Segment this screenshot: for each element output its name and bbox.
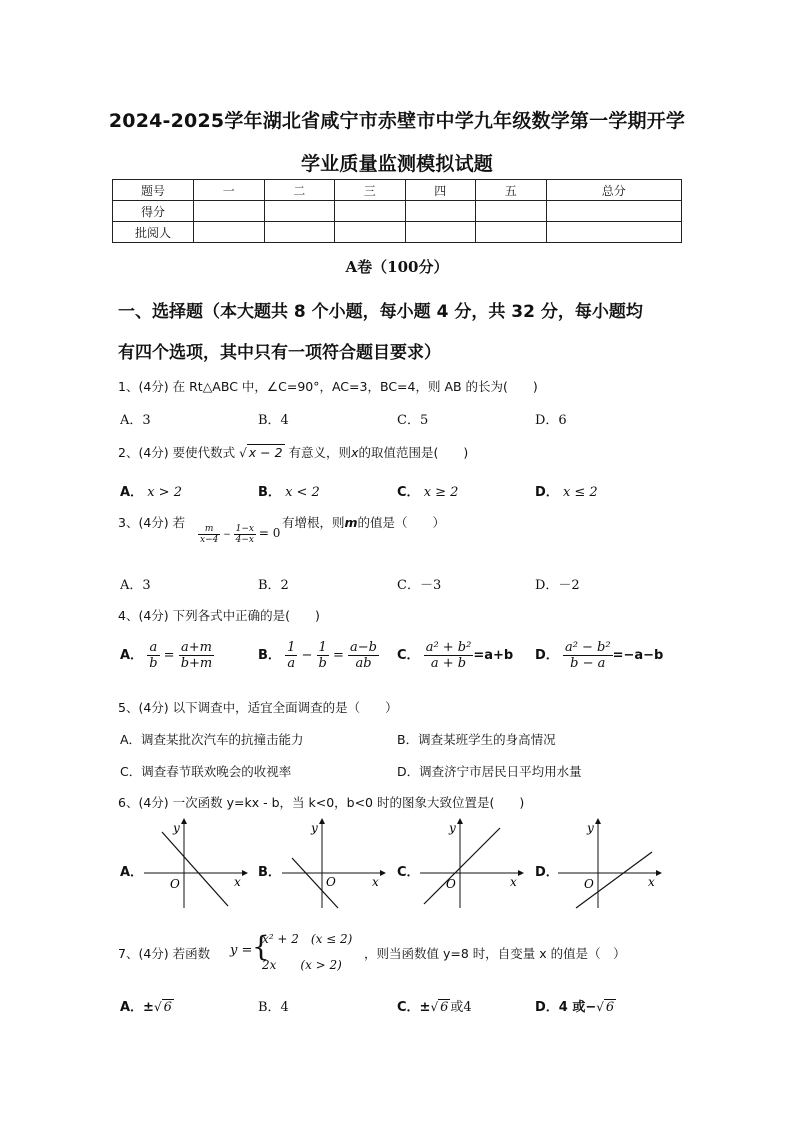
question-3-stem-post: 有增根，则m的值是（ ） bbox=[282, 515, 446, 530]
q7-brace: { bbox=[252, 930, 270, 963]
q2-stem-end: 的取值范围是( ) bbox=[358, 445, 469, 460]
q2-option-d: D． x ≤ 2 bbox=[535, 485, 598, 500]
score-row-label: 得分 bbox=[113, 201, 194, 222]
question-3-stem-pre: 3、(4分) 若 bbox=[118, 515, 186, 530]
svg-text:y: y bbox=[173, 821, 180, 835]
q1-option-b: B．4 bbox=[258, 413, 289, 428]
q7-option-a: A．±√ 6 bbox=[120, 1000, 172, 1015]
q3-option-b: B．2 bbox=[258, 578, 289, 593]
score-cell bbox=[264, 222, 335, 243]
q5-option-c: C．调查春节联欢晚会的收视率 bbox=[120, 764, 292, 779]
svg-text:y: y bbox=[311, 821, 318, 835]
title-line-1: 2024-2025学年湖北省咸宁市赤壁市中学九年级数学第一学期开学 bbox=[108, 110, 686, 132]
score-row-label: 批阅人 bbox=[113, 222, 194, 243]
q5-option-a: A．调查某批次汽车的抗撞击能力 bbox=[120, 732, 304, 747]
svg-text:O: O bbox=[170, 877, 180, 891]
q1-option-c: C．5 bbox=[397, 413, 429, 428]
q7-y: y = bbox=[230, 943, 253, 958]
q5-option-d: D．调查济宁市居民日平均用水量 bbox=[397, 764, 582, 779]
svg-text:O: O bbox=[584, 877, 594, 891]
score-cell bbox=[546, 222, 682, 243]
q3-option-c: C．－3 bbox=[397, 578, 442, 593]
score-cell: 总分 bbox=[546, 180, 682, 201]
svg-text:y: y bbox=[449, 821, 456, 835]
title-line-2: 学业质量监测模拟试题 bbox=[300, 153, 493, 175]
q6-graph-b bbox=[278, 818, 388, 910]
q3-equation: $\frac{m}{x-4}$ − $\frac{1-x}{4-x}$ = 0 bbox=[200, 524, 281, 545]
score-cell: 二 bbox=[264, 180, 335, 201]
q7-option-b: B．4 bbox=[258, 1000, 289, 1015]
q2-option-c: C． x ≥ 2 bbox=[397, 485, 459, 500]
q3-option-a: A．3 bbox=[120, 578, 151, 593]
q1-option-d: D．6 bbox=[535, 413, 567, 428]
score-table-row bbox=[113, 222, 682, 243]
q6-label-d: D． bbox=[535, 865, 559, 880]
svg-text:x: x bbox=[372, 875, 379, 889]
svg-text:x: x bbox=[510, 875, 517, 889]
q4-option-a: A． $\frac{a}{b}$ = $\frac{a+m}{b+m}$ bbox=[120, 640, 213, 671]
score-cell bbox=[405, 201, 476, 222]
question-7-stem-post: ，则当函数值 y=8 时，自变量 x 的值是（ ） bbox=[364, 946, 626, 961]
q2-var: x bbox=[351, 445, 359, 460]
question-6-stem: 6、(4分) 一次函数 y=kx - b，当 k<0，b<0 时的图象大致位置是( ) bbox=[118, 795, 525, 810]
score-cell: 一 bbox=[194, 180, 265, 201]
q6-label-c: C． bbox=[397, 865, 420, 880]
svg-text:O: O bbox=[446, 877, 456, 891]
q4-option-c: C． $\frac{\text{a² + b²}}{a + b}$ =a+b bbox=[397, 640, 514, 671]
q6-graph-d bbox=[554, 818, 664, 910]
q2-stem-post: 有意义，则 bbox=[288, 445, 352, 460]
score-cell bbox=[194, 201, 265, 222]
score-table bbox=[112, 179, 682, 243]
score-cell bbox=[335, 201, 406, 222]
q4-option-b: B． $\frac{1}{a}$ − $\frac{1}{b}$ = $\frac{a-b}{ab}$ bbox=[258, 640, 377, 671]
q3-option-d: D．－2 bbox=[535, 578, 580, 593]
question-4-stem: 4、(4分) 下列各式中正确的是( ) bbox=[118, 608, 320, 623]
q2-stem-pre: 2、(4分) 要使代数式 bbox=[118, 445, 236, 460]
score-cell: 四 bbox=[405, 180, 476, 201]
score-cell: 题号 bbox=[113, 180, 194, 201]
score-cell: 三 bbox=[335, 180, 406, 201]
svg-text:x: x bbox=[234, 875, 241, 889]
question-5-stem: 5、(4分) 以下调查中，适宜全面调查的是（ ） bbox=[118, 700, 398, 715]
score-cell bbox=[194, 222, 265, 243]
score-cell bbox=[546, 201, 682, 222]
q6-label-b: B． bbox=[258, 865, 281, 880]
score-cell: 五 bbox=[476, 180, 547, 201]
section-heading-line-1: 一、选择题（本大题共 8 个小题，每小题 4 分，共 32 分，每小题均 bbox=[118, 302, 643, 322]
svg-text:x: x bbox=[648, 875, 655, 889]
q6-label-a: A． bbox=[120, 865, 144, 880]
volume-heading: A卷（100分） bbox=[345, 258, 449, 276]
question-7-stem-pre: 7、(4分) 若函数 bbox=[118, 946, 211, 961]
q5-option-b: B．调查某班学生的身高情况 bbox=[397, 732, 556, 747]
question-2-stem: 2、(4分) 要使代数式 √ x − 2 有意义，则x的取值范围是( ) bbox=[118, 445, 469, 460]
q7-case-2: 2x (x > 2) bbox=[262, 958, 342, 972]
q2-option-b: B． x < 2 bbox=[258, 485, 320, 500]
q6-graph-a bbox=[140, 818, 250, 910]
score-cell bbox=[335, 222, 406, 243]
q6-graph-c bbox=[416, 818, 526, 910]
score-cell bbox=[264, 201, 335, 222]
score-cell bbox=[405, 222, 476, 243]
q4-option-d: D． $\frac{\text{a² − b²}}{b - a}$ =−a−b bbox=[535, 640, 664, 671]
q7-option-d: D．4 或−√ 6 bbox=[535, 1000, 615, 1015]
question-1-stem: 1、(4分) 在 Rt△ABC 中，∠C=90°，AC=3，BC=4，则 AB 的长为( ) bbox=[118, 379, 538, 394]
q7-case-1: x² + 2 (x ≤ 2) bbox=[262, 932, 353, 946]
q1-option-a: A．3 bbox=[120, 413, 151, 428]
score-cell bbox=[476, 222, 547, 243]
svg-text:O: O bbox=[326, 875, 336, 889]
score-table-row bbox=[113, 201, 682, 222]
q2-option-a: A． x > 2 bbox=[120, 485, 182, 500]
q7-option-c: C．±√ 6 或4 bbox=[397, 1000, 472, 1015]
q2-radicand: x − 2 bbox=[248, 445, 283, 460]
score-table-header-row bbox=[113, 180, 682, 201]
score-cell bbox=[476, 201, 547, 222]
svg-text:y: y bbox=[587, 821, 594, 835]
section-heading-line-2: 有四个选项，其中只有一项符合题目要求） bbox=[118, 343, 441, 363]
